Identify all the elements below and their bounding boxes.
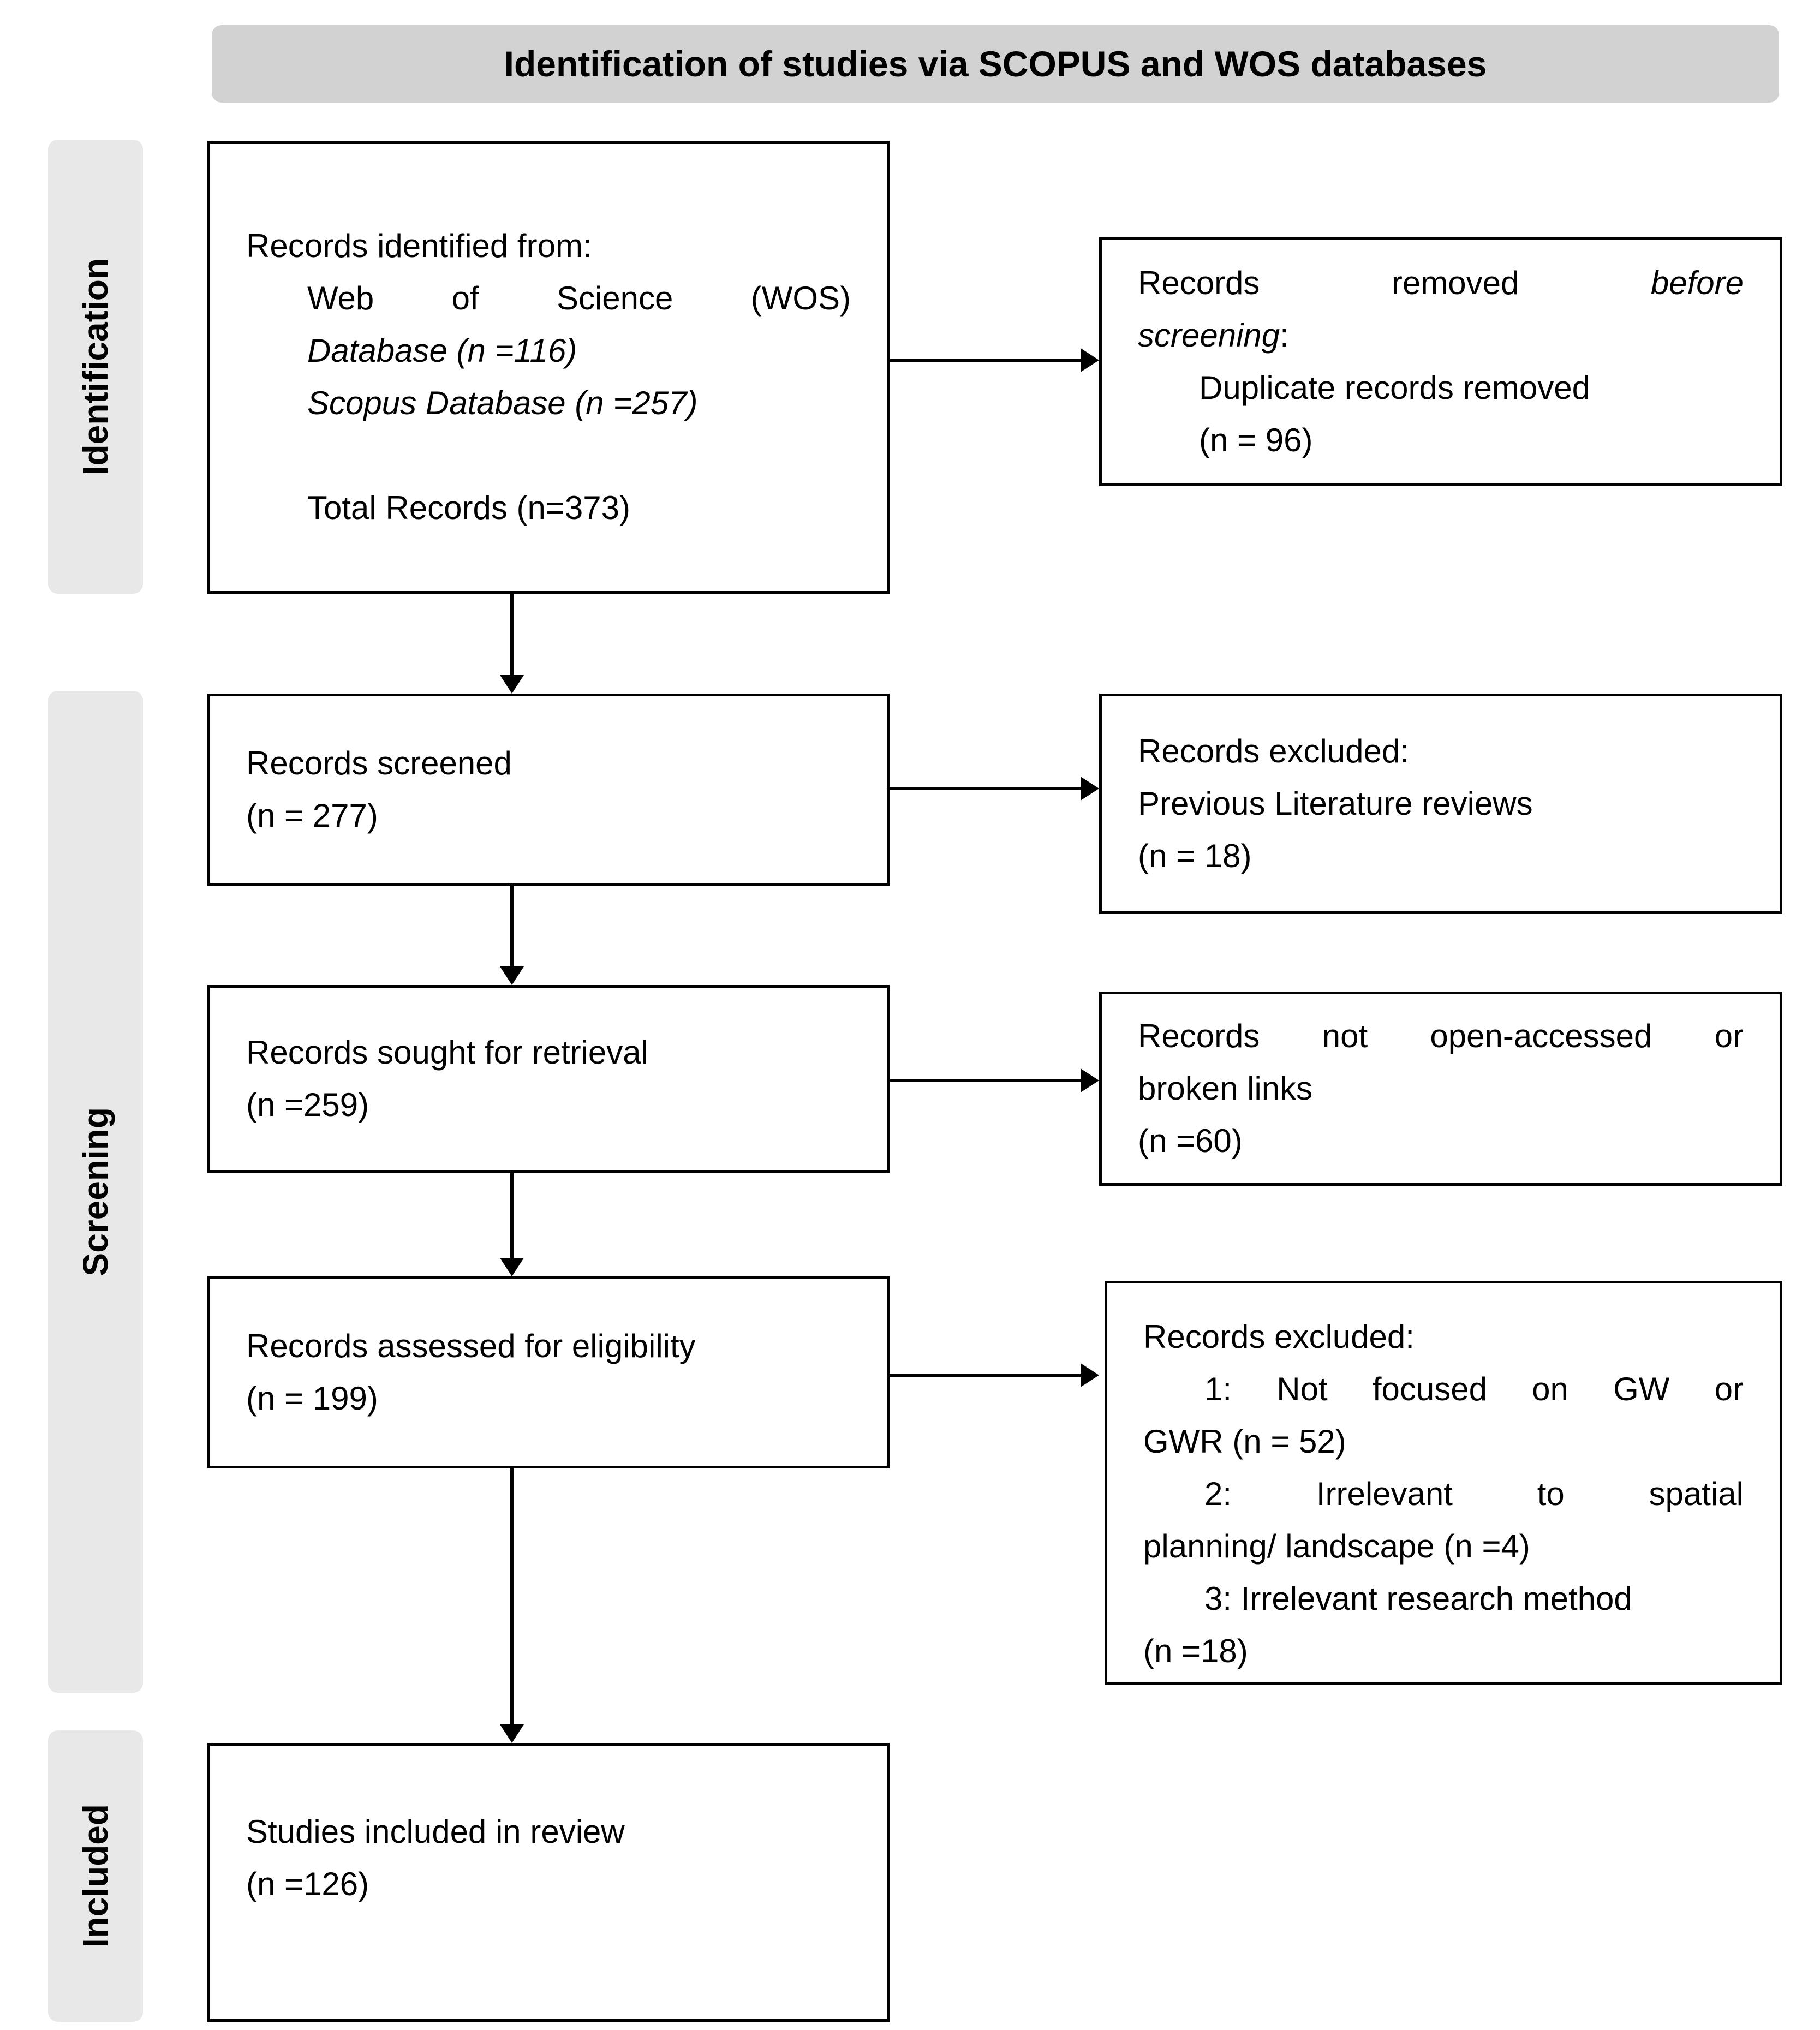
removed-before-screening-line2 (1138, 309, 1744, 362)
not-open-accessed-count: (n =60) (1138, 1123, 1243, 1159)
excluded-literature-heading: Records excluded: (1138, 733, 1409, 769)
removed-before-screening-line1 (1138, 257, 1744, 309)
arrow-head-right-icon (1081, 1363, 1099, 1387)
stage-screening-label: Screening (76, 1107, 115, 1276)
not-open-accessed-line1: Records not open-accessed or (1138, 1018, 1744, 1054)
arrow-head-down-icon (500, 1724, 524, 1743)
records-identified-wos: Web of Science (WOS) (307, 280, 851, 317)
box-removed-before-screening (1099, 237, 1782, 486)
box-excluded-literature (1099, 694, 1782, 914)
stage-included-label: Included (76, 1804, 115, 1948)
records-identified-scopus-count: Scopus Database (n =257) (307, 385, 698, 421)
records-assessed-title: Records assessed for eligibility (246, 1328, 696, 1364)
box-studies-included (207, 1743, 890, 2022)
studies-included-title: Studies included in review (246, 1813, 625, 1850)
arrow-screened-to-excluded (890, 777, 1099, 801)
arrow-shaft (510, 886, 514, 969)
spacer (246, 429, 851, 482)
arrow-shaft (510, 1173, 514, 1260)
removed-lead-colon: : (1280, 317, 1289, 354)
removed-lead-italic-2: screening (1138, 317, 1280, 354)
excluded-literature-reason: Previous Literature reviews (1138, 785, 1533, 822)
arrow-shaft (890, 1079, 1083, 1082)
arrow-assessed-to-excluded (890, 1363, 1099, 1387)
arrow-head-right-icon (1081, 348, 1099, 372)
arrow-shaft (890, 359, 1083, 362)
excluded-reason-2-line2: planning/ landscape (n =4) (1143, 1528, 1530, 1565)
diagram-title (212, 25, 1779, 103)
box-records-screened (207, 694, 890, 886)
stage-identification (48, 140, 143, 594)
removed-lead-italic: before (1650, 265, 1744, 301)
arrow-assessed-to-included (500, 1468, 524, 1743)
excluded-reason-2-line1: 2: Irrelevant to spatial (1204, 1476, 1744, 1512)
box-excluded-eligibility (1105, 1281, 1782, 1685)
stage-identification-label: Identification (76, 258, 115, 476)
records-screened-count: (n = 277) (246, 797, 378, 834)
diagram-title-text: Identification of studies via SCOPUS and WOS databases (504, 44, 1487, 84)
records-identified-heading: Records identified from: (246, 228, 592, 264)
stage-included (48, 1730, 143, 2022)
box-records-sought (207, 985, 890, 1173)
arrow-shaft (890, 1374, 1083, 1377)
excluded-reason-3-line1: 3: Irrelevant research method (1204, 1580, 1632, 1617)
excluded-literature-count: (n = 18) (1138, 838, 1252, 874)
box-records-identified (207, 141, 890, 594)
box-records-assessed (207, 1276, 890, 1468)
records-screened-title: Records screened (246, 745, 512, 781)
arrow-head-right-icon (1081, 777, 1099, 801)
arrow-shaft (510, 594, 514, 677)
arrow-shaft (890, 787, 1083, 790)
arrow-sought-to-assessed (500, 1173, 524, 1276)
records-sought-title: Records sought for retrieval (246, 1034, 648, 1071)
stage-screening (48, 691, 143, 1693)
records-assessed-count: (n = 199) (246, 1380, 378, 1417)
excluded-reason-3-count: (n =18) (1143, 1633, 1248, 1669)
excluded-reason-1-line1: 1: Not focused on GW or (1204, 1371, 1744, 1407)
arrow-head-down-icon (500, 675, 524, 694)
excluded-eligibility-heading: Records excluded: (1143, 1318, 1415, 1355)
arrow-sought-to-not-open (890, 1068, 1099, 1092)
duplicates-removed-reason: Duplicate records removed (1199, 369, 1590, 406)
records-sought-count: (n =259) (246, 1086, 369, 1123)
duplicates-removed-count: (n = 96) (1199, 422, 1313, 458)
arrow-identified-to-screened (500, 594, 524, 694)
arrow-identified-to-removed (890, 348, 1099, 372)
excluded-reason-1-line2: GWR (n = 52) (1143, 1423, 1346, 1460)
arrow-screened-to-sought (500, 886, 524, 985)
arrow-head-down-icon (500, 1258, 524, 1276)
studies-included-count: (n =126) (246, 1865, 369, 1902)
arrow-head-right-icon (1081, 1068, 1099, 1092)
removed-lead-text: Records removed (1138, 265, 1519, 301)
records-identified-total: Total Records (n=373) (307, 489, 630, 526)
not-open-accessed-line2: broken links (1138, 1070, 1313, 1107)
box-not-open-accessed (1099, 992, 1782, 1186)
arrow-shaft (510, 1468, 514, 1727)
records-identified-wos-count: Database (n =116) (307, 332, 577, 369)
arrow-head-down-icon (500, 966, 524, 985)
